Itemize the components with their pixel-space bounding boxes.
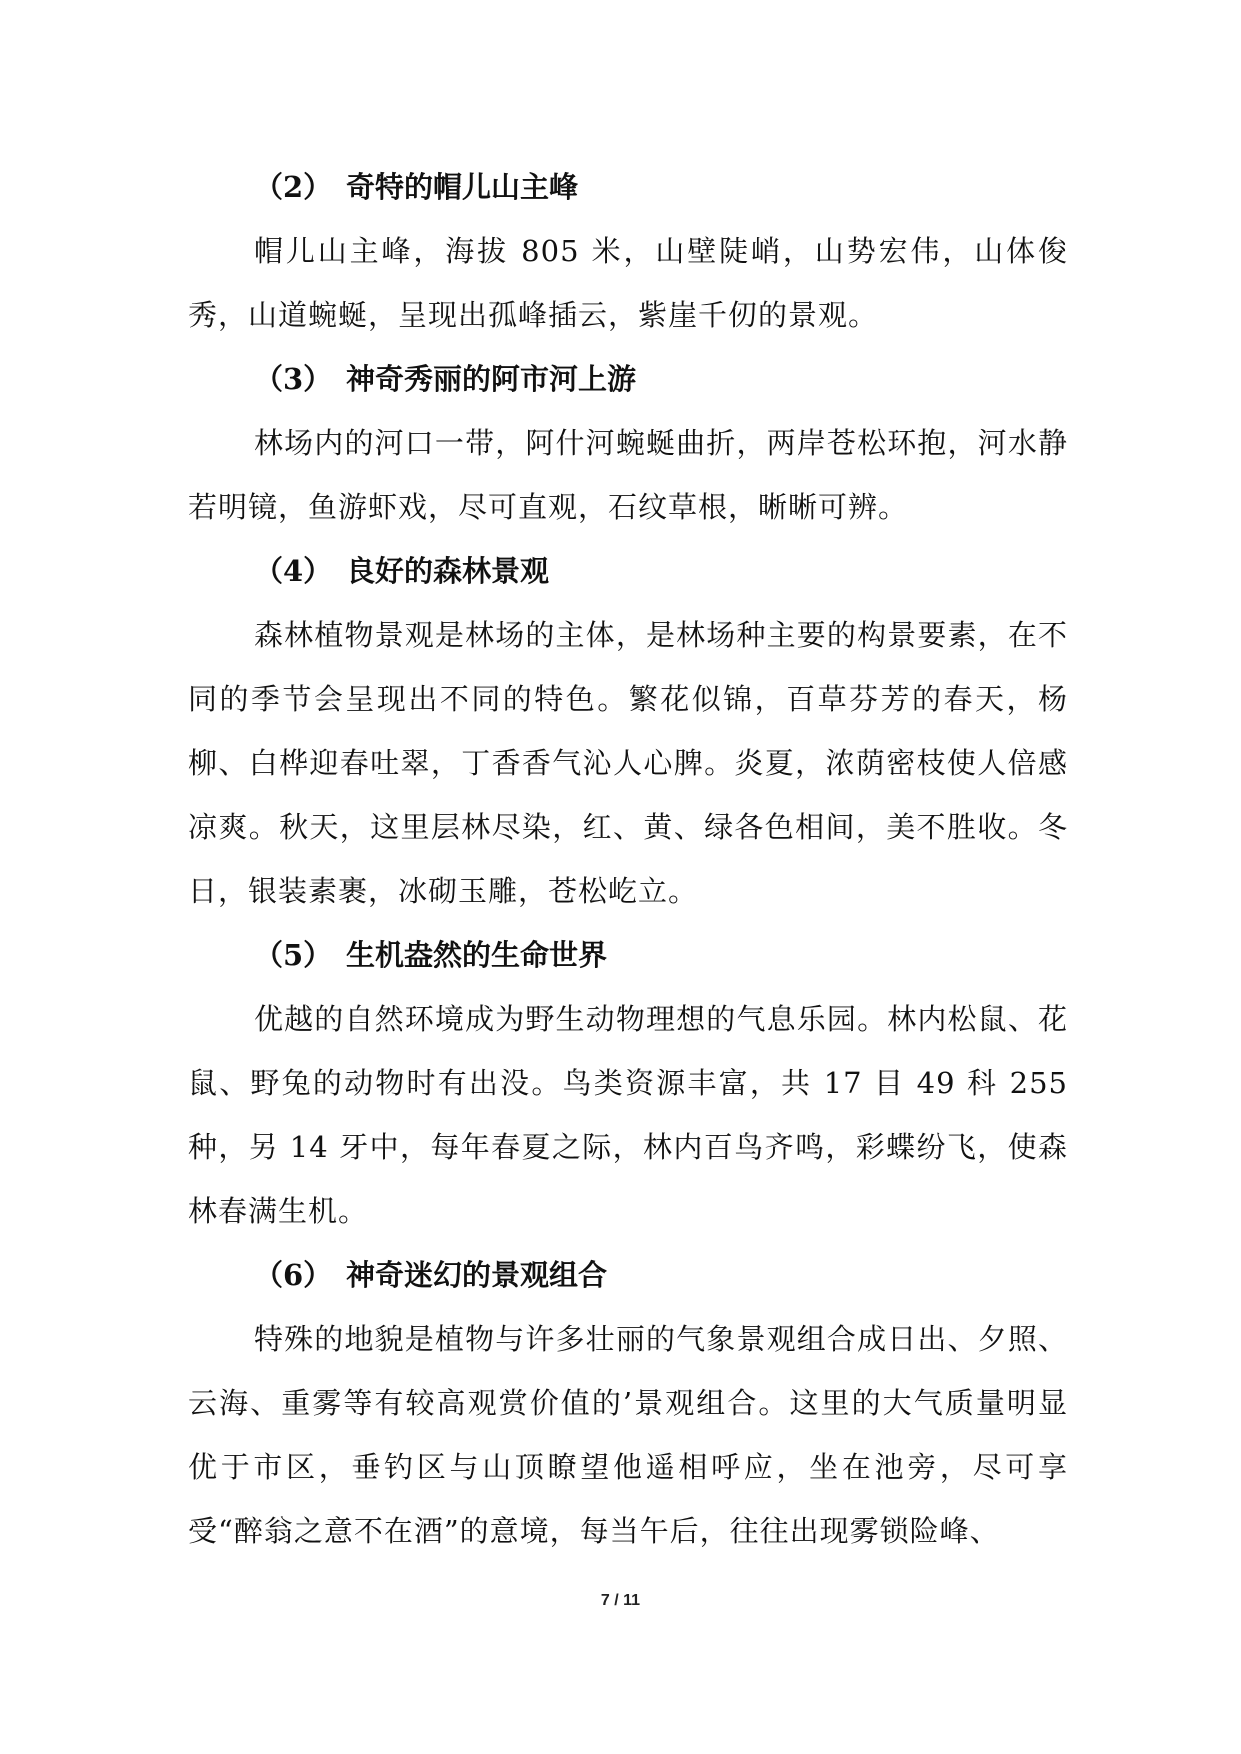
section-body-2: 帽儿山主峰，海拔 805 米，山壁陡峭，山势宏伟，山体俊秀，山道蜿蜒，呈现出孤峰插云，紫崖千仞的景观。	[188, 234, 1068, 332]
section-heading-4	[188, 539, 1068, 603]
section-title: 生机盎然的生命世界	[346, 938, 608, 972]
section-number: （2）	[254, 170, 333, 204]
section-heading-6	[188, 1243, 1068, 1307]
section-title: 良好的森林景观	[346, 554, 550, 588]
section-heading-3	[188, 347, 1068, 411]
page-content	[188, 155, 1068, 1563]
section-body-6: 特殊的地貌是植物与许多壮丽的气象景观组合成日出、夕照、云海、重雾等有较高观赏价值的’景观组合。这里的大气质量明显优于市区，垂钓区与山顶瞭望他遥相呼应，坐在池旁，尽可享受“醉翁之意不在酒”的意境，每当午后，往往出现雾锁险峰、	[188, 1322, 1068, 1548]
section-number: （5）	[254, 938, 333, 972]
section-body-5: 优越的自然环境成为野生动物理想的气息乐园。林内松鼠、花鼠、野兔的动物时有出没。鸟类资源丰富，共 17 目 49 科 255 种，另 14 牙中，每年春夏之际，林内百鸟齐鸣，彩蝶纷飞，使森林春满生机。	[188, 1002, 1068, 1228]
section-number: （4）	[254, 554, 333, 588]
section-heading-5	[188, 923, 1068, 987]
section-body-4: 森林植物景观是林场的主体，是林场种主要的构景要素，在不同的季节会呈现出不同的特色。繁花似锦，百草芬芳的春天，杨柳、白桦迎春吐翠，丁香香气沁人心脾。炎夏，浓荫密枝使人倍感凉爽。秋天，这里层林尽染，红、黄、绿各色相间，美不胜收。冬日，银装素裹，冰砌玉雕，苍松屹立。	[188, 618, 1068, 908]
page-number: 7 / 11	[600, 1592, 641, 1609]
section-title: 奇特的帽儿山主峰	[346, 170, 579, 204]
section-heading-2	[188, 155, 1068, 219]
section-number: （3）	[254, 362, 333, 396]
section-title: 神奇迷幻的景观组合	[346, 1258, 608, 1292]
section-body-3: 林场内的河口一带，阿什河蜿蜒曲折，两岸苍松环抱，河水静若明镜，鱼游虾戏，尽可直观，石纹草根，晰晰可辨。	[188, 426, 1068, 524]
section-title: 神奇秀丽的阿市河上游	[346, 362, 637, 396]
section-number: （6）	[254, 1258, 333, 1292]
